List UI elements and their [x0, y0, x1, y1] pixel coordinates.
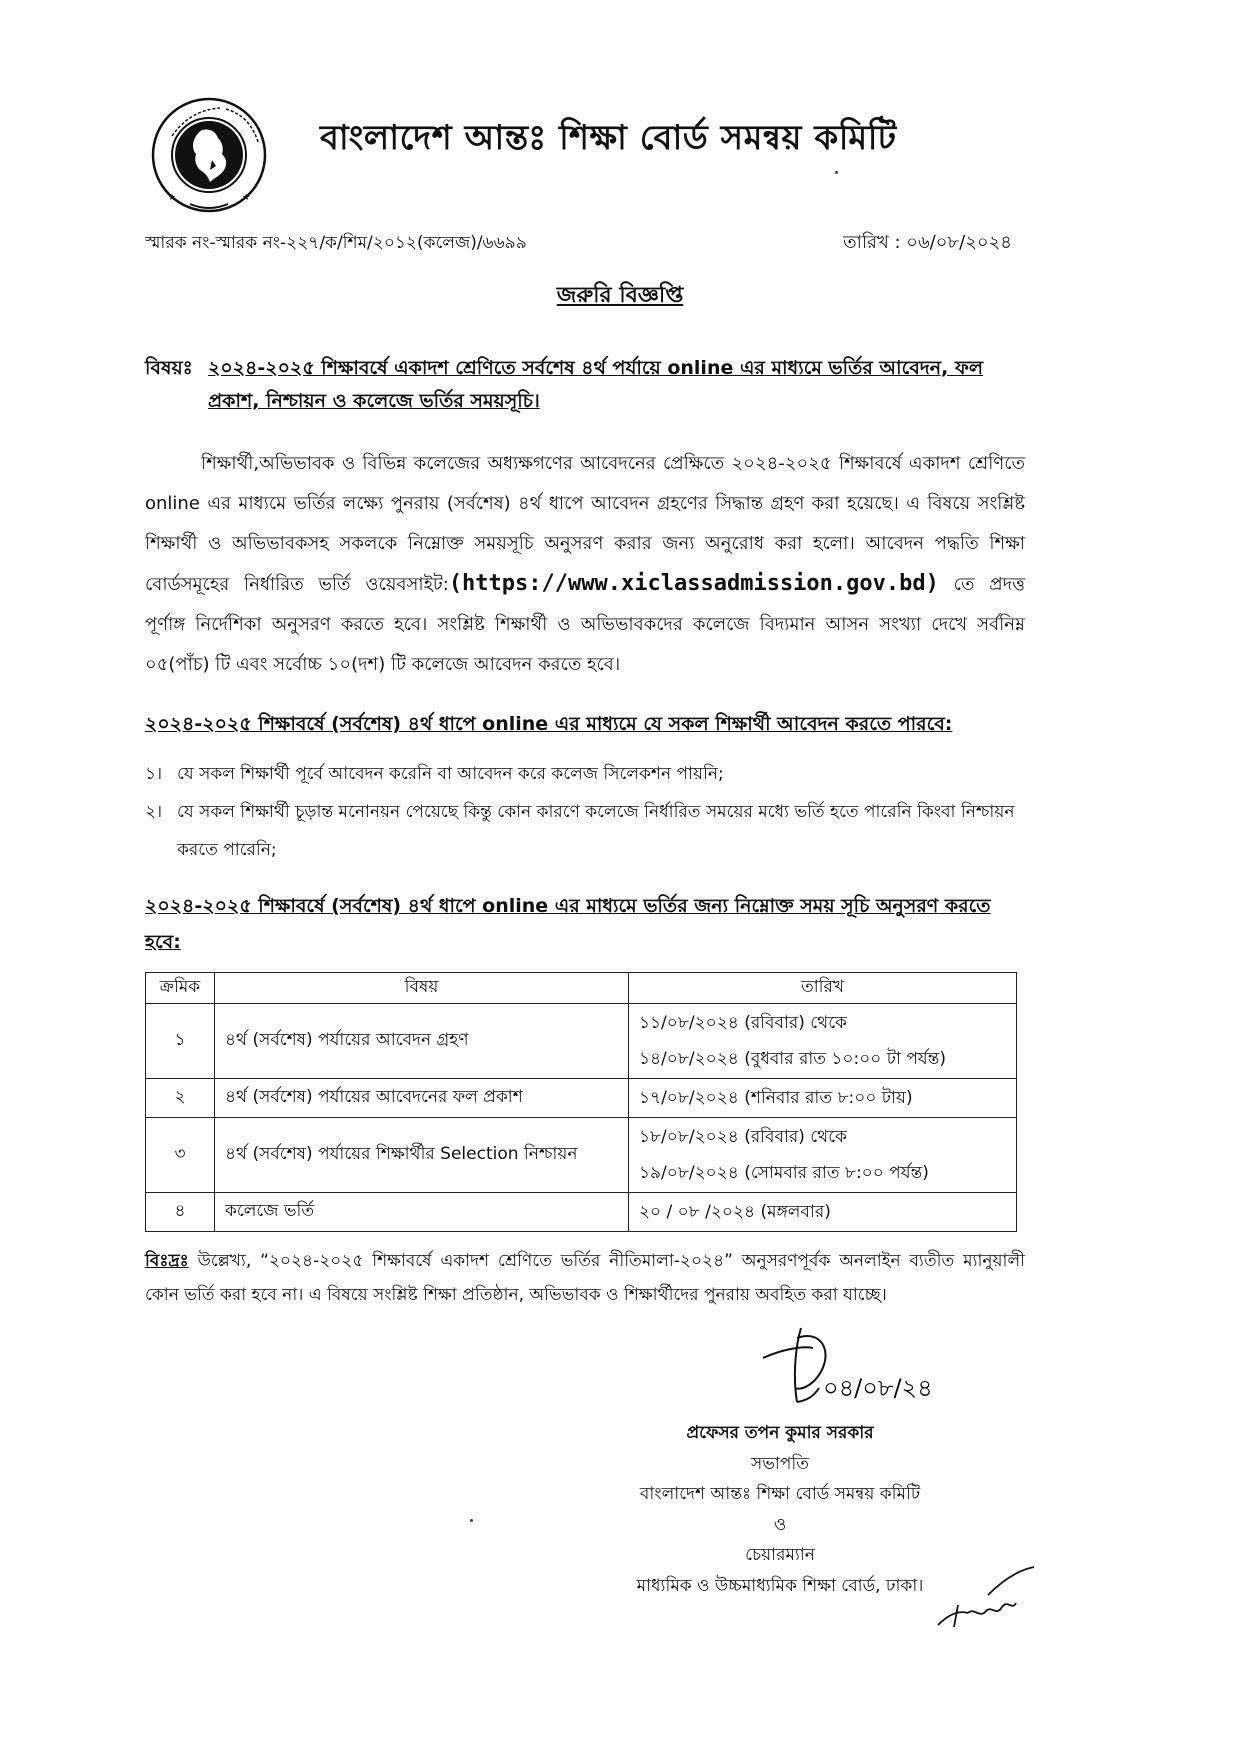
notice-title: জরুরি বিজ্ঞপ্তি	[556, 283, 684, 308]
memo-date: তারিখ : ০৬/০৮/২০২৪	[843, 232, 1012, 253]
row-date-line: ১৭/০৮/২০২৪ (শনিবার রাত ৮:০০ টায়)	[639, 1088, 913, 1108]
memo-number: স্মারক নং-স্মারক নং-২২৭/ক/শিম/২০১২(কলেজ)/৬৬৯৯	[145, 233, 527, 253]
row-date	[629, 1004, 1017, 1079]
row-serial: ২	[146, 1079, 215, 1118]
row-date	[629, 1118, 1017, 1193]
note-paragraph	[145, 1244, 1025, 1312]
column-header-subject: বিষয়	[215, 973, 629, 1004]
note-label: বিঃদ্রঃ	[145, 1251, 189, 1271]
scan-speck	[470, 1519, 473, 1522]
list-item-number: ১।	[145, 764, 163, 784]
admission-website-url: (https://www.xiclassadmission.gov.bd)	[448, 571, 939, 596]
eligibility-list	[145, 755, 1025, 869]
note-text: উল্লেখ্য, “২০২৪-২০২৫ শিক্ষাবর্ষে একাদশ শ্রেণিতে ভর্তির নীতিমালা-২০২৪” অনুসরণপূর্বক অনলাইন ব্যতীত ম্যানুয়ালী কোন ভর্তি করা হবে না। এ বিষয়ে সংশ্লিষ্ট শিক্ষা প্রতিষ্ঠান, অভিভাবক ও শিক্ষার্থীদের পুনরায় অবহিত করা যাচ্ছে।	[145, 1251, 1025, 1305]
row-date-line: ২০ / ০৮ /২০২৪ (মঙ্গলবার)	[639, 1202, 831, 1222]
signatory-designation: সভাপতি	[751, 1453, 809, 1474]
table-header-row	[146, 973, 1017, 1004]
list-item-text: যে সকল শিক্ষার্থী চূড়ান্ত মনোনয়ন পেয়েছে কিন্তু কোন কারণে কলেজে নির্ধারিত সময়ের মধ্যে ভর্তি হতে পারেনি কিংবা নিশ্চায়ন করতে পারেনি;	[177, 802, 1015, 860]
signatory-name: প্রফেসর তপন কুমার সরকার	[686, 1423, 874, 1443]
schedule-heading: ২০২৪-২০২৫ শিক্ষাবর্ষে (সর্বশেষ) ৪র্থ ধাপে online এর মাধ্যমে ভর্তির জন্য নিম্নোক্ত সময় সূচি অনুসরণ করতে হবে:	[145, 895, 991, 953]
row-date-line: ১৪/০৮/২০২৪ (বুধবার রাত ১০:০০ টা পর্যন্ত)	[639, 1049, 947, 1069]
row-date-line: ১৮/০৮/২০২৪ (রবিবার) থেকে	[639, 1127, 847, 1147]
table-row	[146, 1118, 1017, 1193]
handwritten-signature-icon	[755, 1318, 955, 1410]
row-serial: ১	[146, 1004, 215, 1079]
row-serial: ৪	[146, 1193, 215, 1232]
office-title: বাংলাদেশ আন্তঃ শিক্ষা বোর্ড সমন্বয় কমিটি	[320, 118, 897, 158]
schedule-table	[145, 972, 1017, 1232]
table-row	[146, 1004, 1017, 1079]
row-subject: ৪র্থ (সর্বশেষ) পর্যায়ের আবেদন গ্রহণ	[215, 1004, 629, 1079]
row-subject: ৪র্থ (সর্বশেষ) পর্যায়ের আবেদনের ফল প্রকাশ	[215, 1079, 629, 1118]
list-item	[145, 793, 1025, 869]
row-date-line: ১১/০৮/২০২৪ (রবিবার) থেকে	[639, 1013, 847, 1033]
table-row	[146, 1079, 1017, 1118]
list-item	[145, 755, 1025, 793]
row-subject: কলেজে ভর্তি	[215, 1193, 629, 1232]
scan-speck	[835, 171, 838, 174]
svg-text:★: ★	[242, 193, 251, 203]
body-text-part2: তে প্রদত্ত পূর্ণাঙ্গ নির্দেশিকা অনুসরণ করতে হবে। সংশ্লিষ্ট শিক্ষার্থী ও অভিভাবকদের কলেজে বিদ্যমান আসন সংখ্যা দেখে সর্বনিম্ন ০৫(পাঁচ) টি এবং সর্বোচ্চ ১০(দশ) টি কলেজে আবেদন করতে হবে।	[145, 574, 1025, 675]
column-header-date: তারিখ	[629, 973, 1017, 1004]
svg-text:★: ★	[168, 193, 177, 203]
government-seal-icon	[150, 96, 268, 214]
row-subject: ৪র্থ (সর্বশেষ) পর্যায়ের শিক্ষার্থীর Selection নিশ্চায়ন	[215, 1118, 629, 1193]
table-row	[146, 1193, 1017, 1232]
subject-text: ২০২৪-২০২৫ শিক্ষাবর্ষে একাদশ শ্রেণিতে সর্বশেষ ৪র্থ পর্যায়ে online এর মাধ্যমে ভর্তির আবেদন, ফল প্রকাশ, নিশ্চায়ন ও কলেজে ভর্তির সময়সূচি।	[208, 357, 983, 412]
row-date	[629, 1193, 1017, 1232]
signatory-conjunction: ও	[773, 1514, 787, 1535]
initials-mark-icon	[928, 1565, 1038, 1635]
eligibility-heading: ২০২৪-২০২৫ শিক্ষাবর্ষে (সর্বশেষ) ৪র্থ ধাপে online এর মাধ্যমে যে সকল শিক্ষার্থী আবেদন করতে পারবে:	[145, 713, 953, 735]
column-header-serial: ক্রমিক	[146, 973, 215, 1004]
list-item-text: যে সকল শিক্ষার্থী পূর্বে আবেদন করেনি বা আবেদন করে কলেজ সিলেকশন পায়নি;	[177, 764, 724, 784]
signature-block	[600, 1418, 960, 1601]
row-serial: ৩	[146, 1118, 215, 1193]
signatory-designation: চেয়ারম্যান	[745, 1545, 815, 1565]
signatory-office: বাংলাদেশ আন্তঃ শিক্ষা বোর্ড সমন্বয় কমিটি	[639, 1484, 921, 1504]
row-date-line: ১৯/০৮/২০২৪ (সোমবার রাত ৮:০০ পর্যন্ত)	[639, 1163, 929, 1183]
subject-line	[145, 352, 1025, 418]
row-date	[629, 1079, 1017, 1118]
signatory-office: মাধ্যমিক ও উচ্চমাধ্যমিক শিক্ষা বোর্ড, ঢাকা।	[636, 1575, 924, 1596]
body-paragraph	[145, 444, 1025, 685]
list-item-number: ২।	[145, 802, 163, 822]
subject-label: বিষয়ঃ	[145, 357, 193, 379]
svg-text:০৪/০৮/২৪: ০৪/০৮/২৪	[823, 1374, 933, 1402]
body-text-part1: শিক্ষার্থী,অভিভাবক ও বিভিন্ন কলেজের অধ্যক্ষগণের আবেদনের প্রেক্ষিতে ২০২৪-২০২৫ শিক্ষাবর্ষে একাদশ শ্রেণিতে online এর মাধ্যমে ভর্তির লক্ষ্যে পুনরায় (সর্বশেষ) ৪র্থ ধাপে আবেদন গ্রহণের সিদ্ধান্ত গ্রহণ করা হয়েছে। এ বিষয়ে সংশ্লিষ্ট শিক্ষার্থী ও অভিভাবকসহ সকলকে নিম্নোক্ত সময়সূচি অনুসরণ করার জন্য অনুরোধ করা হলো। আবেদন পদ্ধতি শিক্ষা বোর্ডসমূহের নির্ধারিত ভর্তি ওয়েবসাইট:	[145, 453, 1025, 595]
